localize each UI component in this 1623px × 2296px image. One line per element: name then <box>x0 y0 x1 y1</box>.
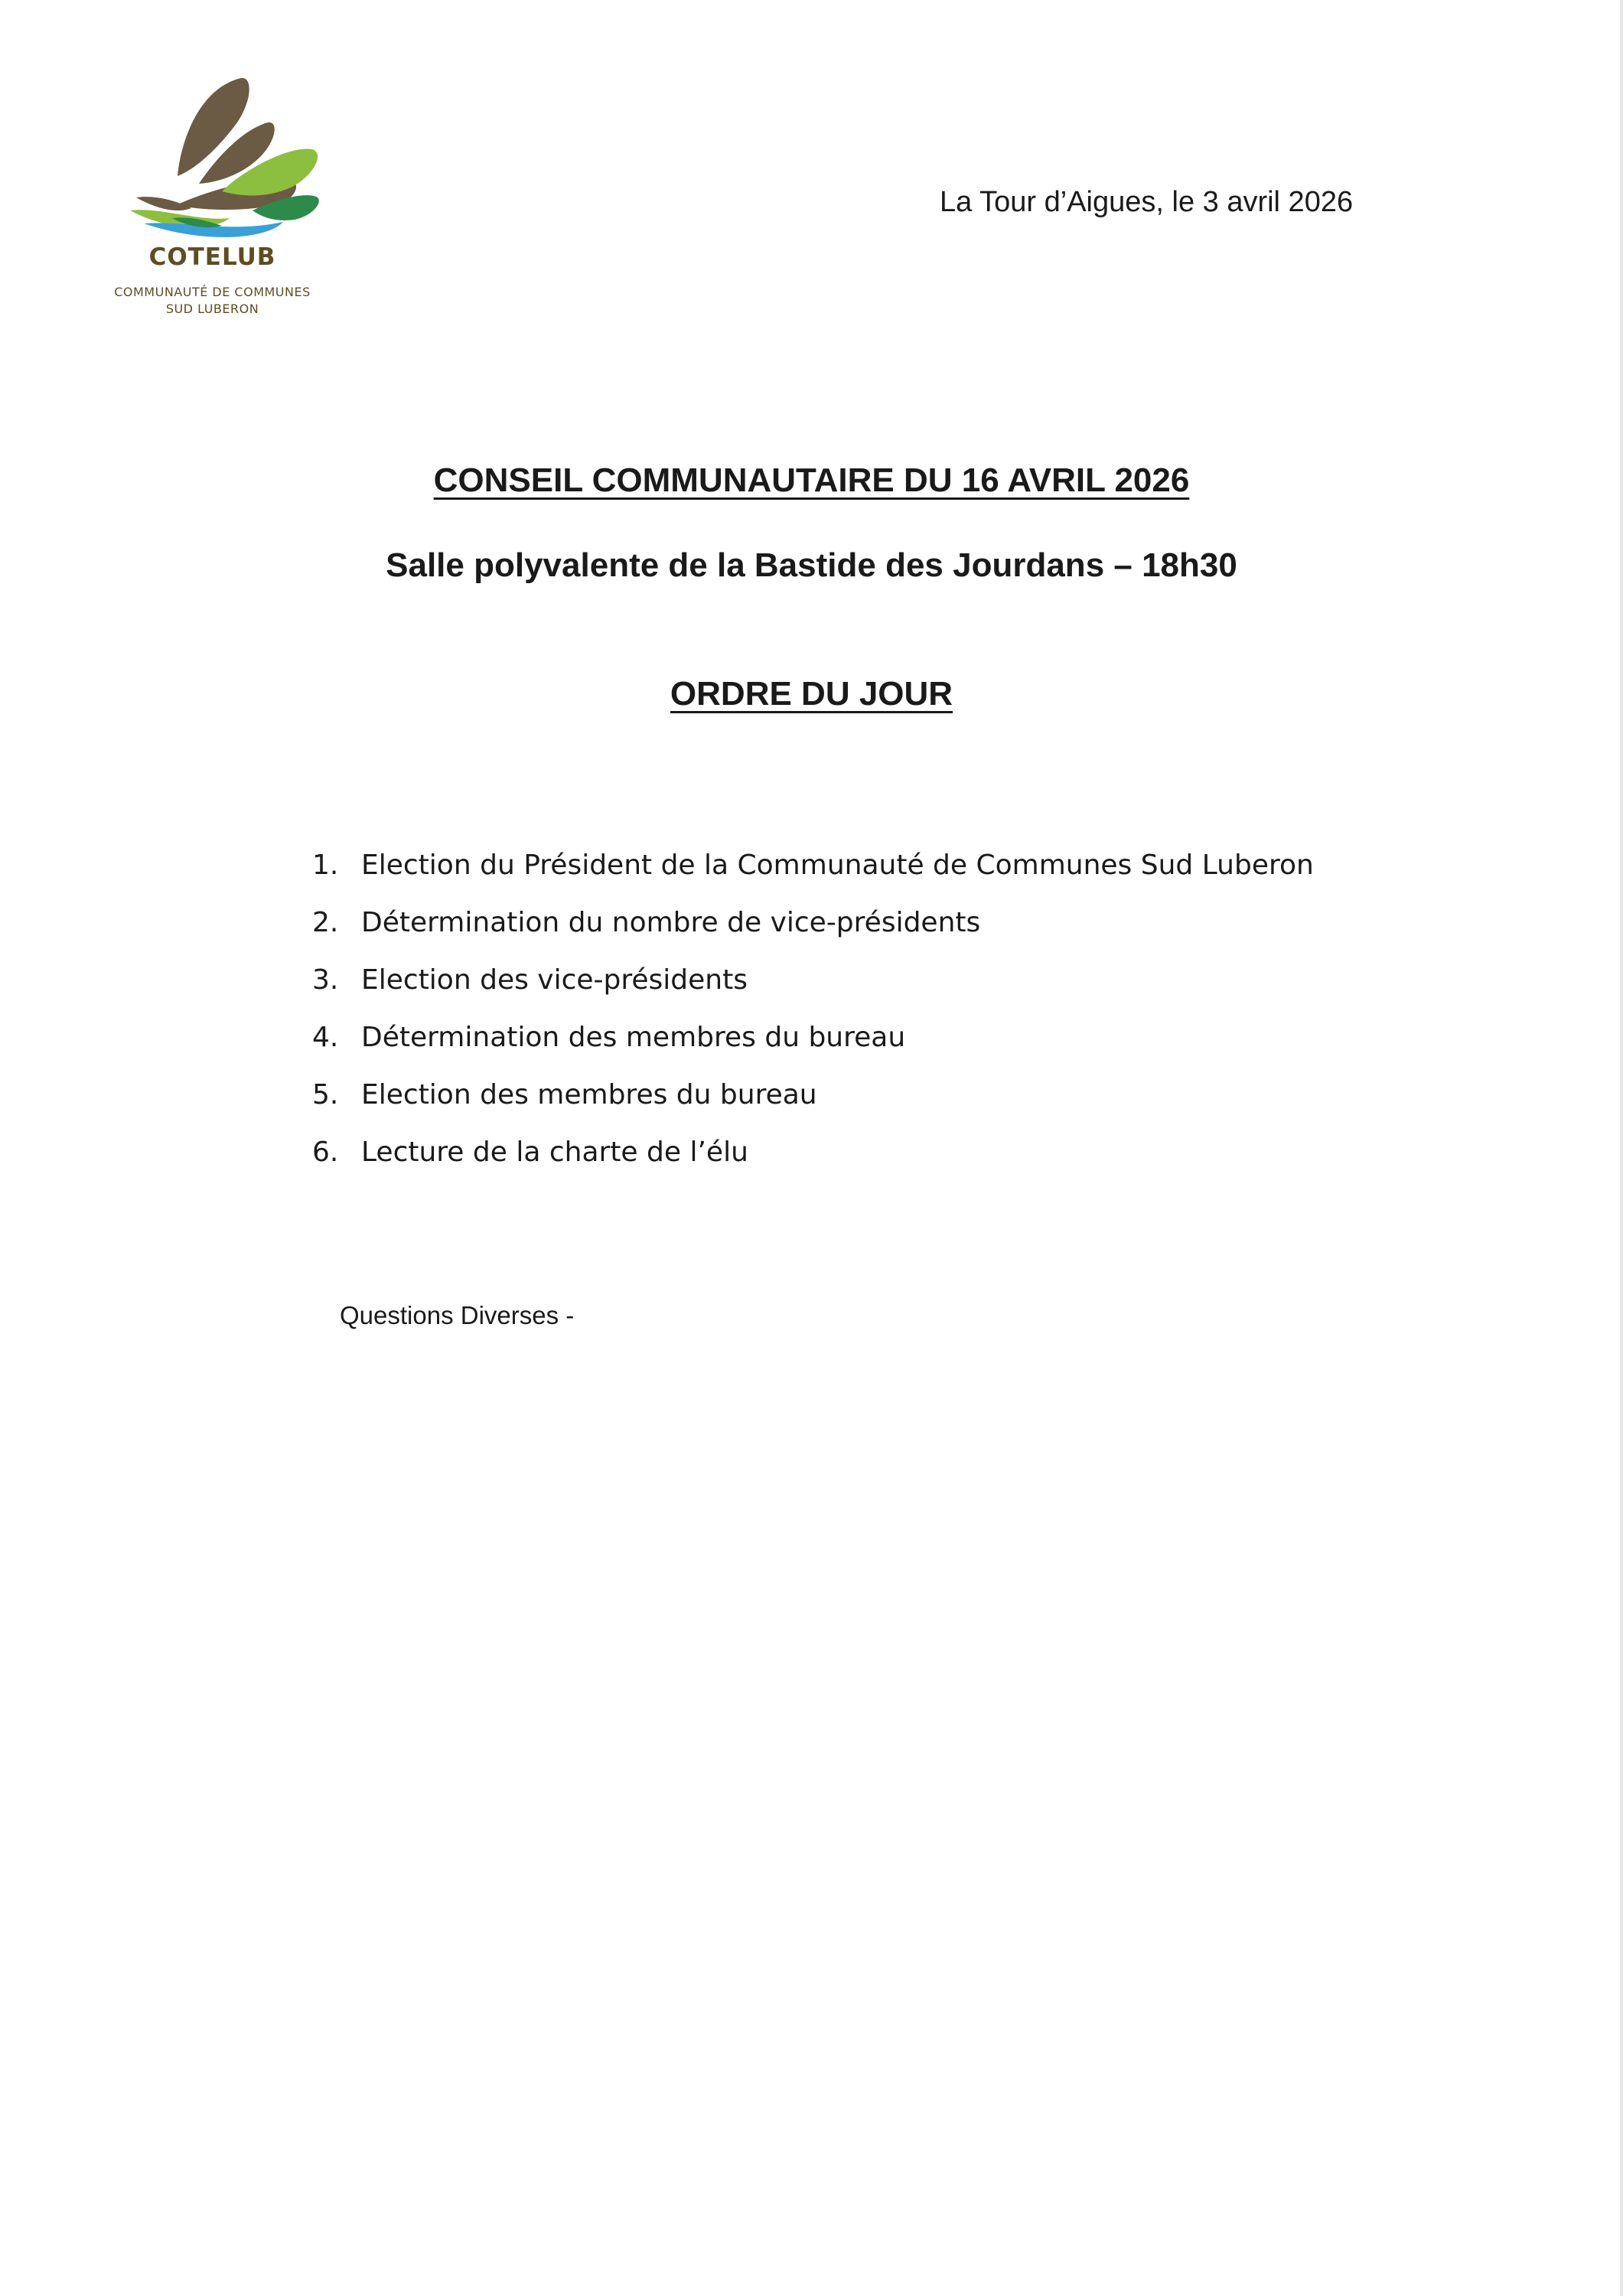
agenda-item-number: 6. <box>312 1137 339 1168</box>
scan-edge <box>1620 0 1623 2296</box>
agenda-item <box>312 850 1314 907</box>
questions-diverses: Questions Diverses - <box>340 1301 575 1329</box>
agenda-heading <box>0 675 1623 713</box>
agenda-item-text: Détermination des membres du bureau <box>361 1022 906 1053</box>
agenda-item <box>312 1079 1314 1137</box>
agenda-item <box>312 1137 1314 1194</box>
agenda-item <box>312 1022 1314 1079</box>
logo-subtitle-line1: COMMUNAUTÉ DE COMMUNES <box>114 285 311 299</box>
meeting-title <box>0 461 1623 500</box>
agenda-item-text: Détermination du nombre de vice-présidents <box>361 907 981 938</box>
agenda-item-text: Lecture de la charte de l’élu <box>361 1137 748 1168</box>
agenda-item-number: 2. <box>312 907 339 938</box>
logo-name: COTELUB <box>148 243 276 271</box>
agenda-heading-text: ORDRE DU JOUR <box>670 675 953 713</box>
agenda-item-text: Election des membres du bureau <box>361 1079 817 1110</box>
agenda-item-number: 4. <box>312 1022 339 1053</box>
meeting-venue: Salle polyvalente de la Bastide des Jourdans – 18h30 <box>386 546 1237 584</box>
cotelub-logo-emblem-icon <box>107 69 329 245</box>
cotelub-logo <box>107 69 329 321</box>
agenda-item-text: Election du Président de la Communauté de Communes Sud Luberon <box>361 850 1314 881</box>
meeting-title-text: CONSEIL COMMUNAUTAIRE DU 16 AVRIL 2026 <box>433 461 1190 499</box>
agenda-item-number: 1. <box>312 850 339 881</box>
logo-subtitle-line2: SUD LUBERON <box>165 302 259 316</box>
agenda-item-number: 3. <box>312 964 339 996</box>
agenda-list <box>312 850 1314 1194</box>
date-line: La Tour d’Aigues, le 3 avril 2026 <box>940 186 1354 218</box>
agenda-item <box>312 964 1314 1022</box>
agenda-item-number: 5. <box>312 1079 339 1110</box>
agenda-item <box>312 907 1314 964</box>
agenda-item-text: Election des vice-présidents <box>361 964 748 996</box>
